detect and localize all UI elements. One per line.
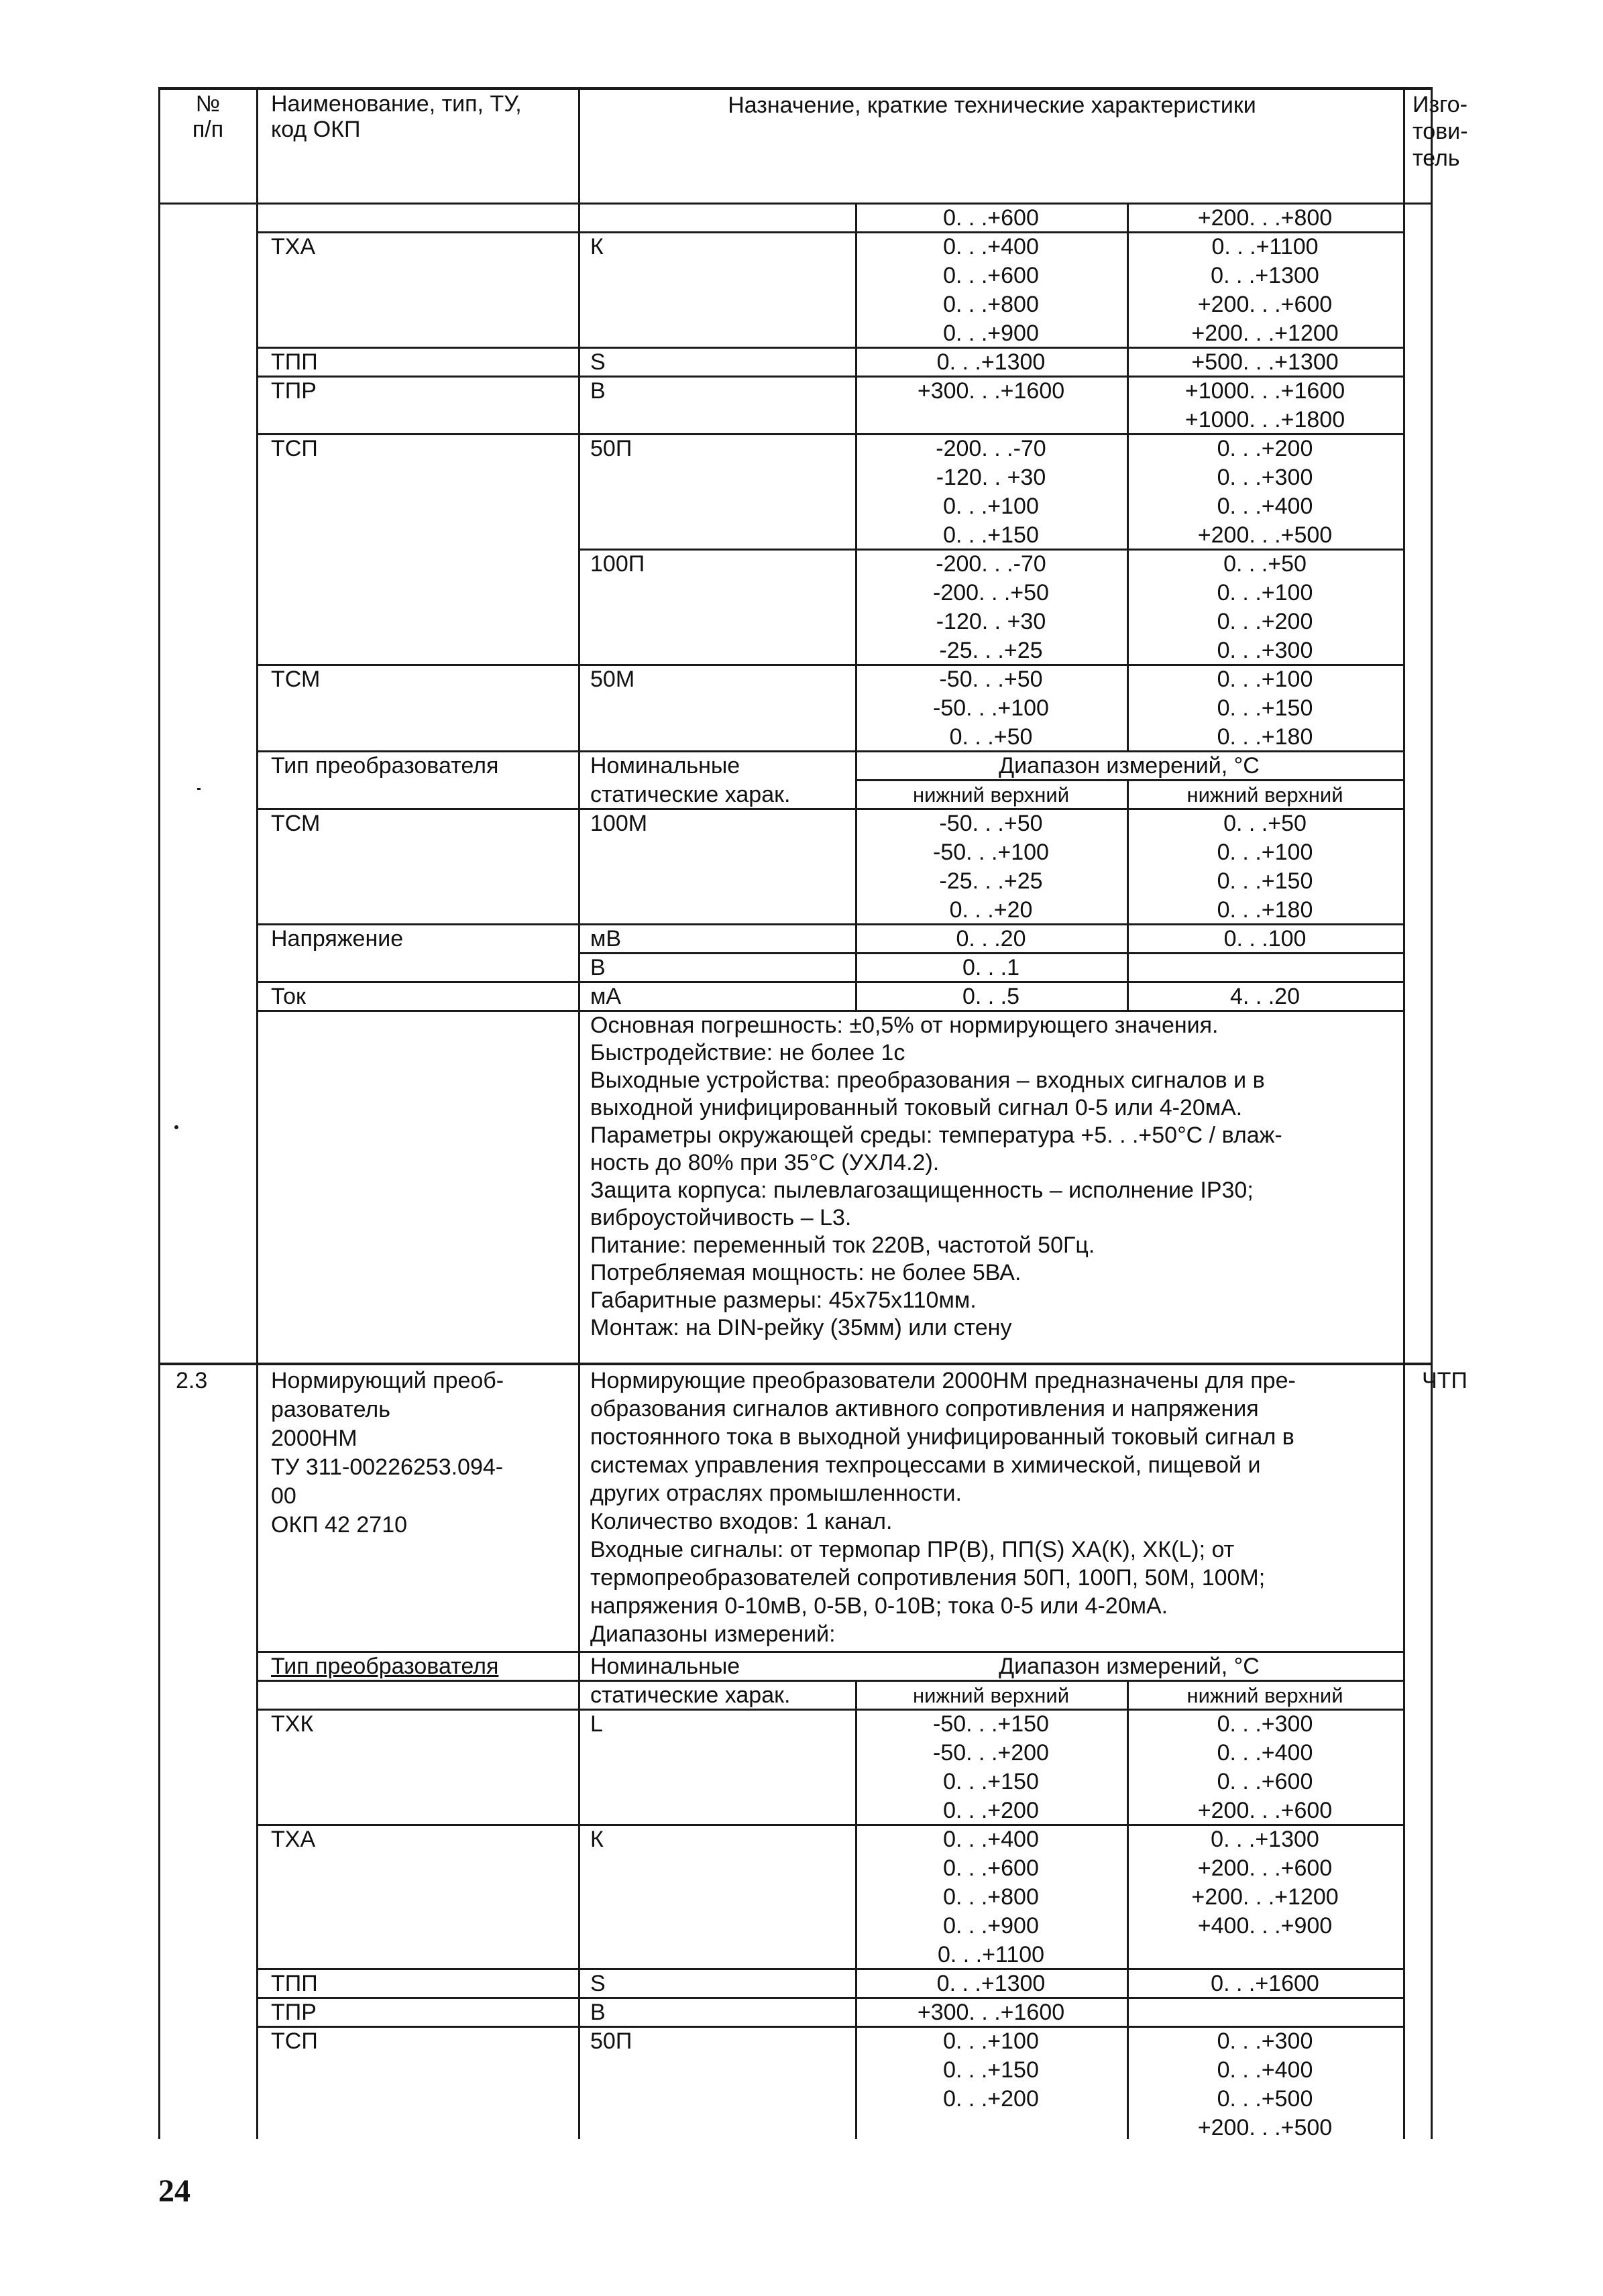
- cell-range-low: 0. . .+800: [943, 1884, 1039, 1910]
- spec-line: Защита корпуса: пылевлагозащищенность – исполнение IP30;: [590, 1178, 1254, 1203]
- cell-range-high: 0. . .+400: [1217, 1740, 1313, 1766]
- item-desc-line: Количество входов: 1 канал.: [590, 1509, 893, 1534]
- cell-range-low: 0. . .20: [956, 926, 1026, 952]
- cell-range-high: +200. . .+600: [1197, 1798, 1333, 1823]
- spec-line: Габаритные размеры: 45х75х110мм.: [590, 1287, 977, 1313]
- cell-range-high: 0. . .+300: [1217, 638, 1313, 663]
- item-desc-line: системах управления техпроцессами в химической, пищевой и: [590, 1452, 1261, 1478]
- cell-range-low: -50. . .+100: [933, 840, 1049, 865]
- spec-line: ность до 80% при 35°С (УХЛ4.2).: [590, 1150, 940, 1175]
- header-purpose: Назначение, краткие технические характеристики: [728, 93, 1256, 118]
- cell-range-low: 0. . .+1100: [937, 1942, 1045, 1967]
- row-border: [256, 1680, 1405, 1682]
- col-border: [855, 1681, 857, 1710]
- cell-range-low: 0. . .+800: [943, 292, 1039, 317]
- cell-range-low: 0. . .+100: [943, 2028, 1039, 2054]
- col-border-name: [578, 87, 580, 2139]
- cell-range-high: +200. . .+600: [1197, 1855, 1333, 1881]
- item-desc-line: термопреобразователей сопротивления 50П, 100П, 50М, 100М;: [590, 1565, 1266, 1591]
- cell-range-low: 0. . .+400: [943, 234, 1039, 260]
- cell-nsx: 50П: [590, 436, 632, 461]
- cell-range-low: 0. . .+600: [943, 1855, 1039, 1881]
- header-num: № п/п: [192, 91, 224, 142]
- cell-range-low: -50. . .+50: [939, 811, 1043, 836]
- item-name-line: ОКП 42 2710: [271, 1512, 408, 1538]
- cell-nsx: L: [590, 1711, 603, 1737]
- row-border: [256, 923, 1405, 925]
- item-desc-line: образования сигналов активного сопротивления и напряжения: [590, 1396, 1259, 1422]
- spec-line: Выходные устройства: преобразования – входных сигналов и в: [590, 1068, 1265, 1093]
- item-name-line: 2000НМ: [271, 1426, 357, 1451]
- cell-nsx: В: [590, 2000, 606, 2025]
- row-border: [256, 376, 1405, 378]
- item-name-line: Нормирующий преоб-: [271, 1368, 504, 1393]
- cell-type: ТПП: [271, 1971, 318, 1996]
- cell-type: ТПП: [271, 349, 318, 375]
- cell-range-high: +1000. . .+1600: [1184, 378, 1345, 404]
- cell-nsx: В: [590, 378, 606, 404]
- cell-range-low: 0. . .+200: [943, 1798, 1039, 1823]
- col-border-purpose: [1403, 87, 1405, 2139]
- spec-line: Питание: переменный ток 220В, частотой 50Гц.: [590, 1232, 1095, 1258]
- spec-line: Параметры окружающей среды: температура +5. . .+50°С / влаж-: [590, 1123, 1282, 1148]
- item-desc-line: Диапазоны измерений:: [590, 1621, 836, 1647]
- row-border: [578, 549, 1405, 551]
- cell-range-high: +200. . .+1200: [1191, 321, 1339, 346]
- subheader-type: Тип преобразователя: [271, 1654, 499, 1679]
- cell-range-low: 0. . .+600: [943, 263, 1039, 288]
- cell-range-high: +400. . .+900: [1197, 1913, 1333, 1939]
- cell-range-low: 0. . .+150: [943, 522, 1039, 548]
- cell-nsx: 100М: [590, 811, 648, 836]
- cell-nsx: S: [590, 349, 606, 375]
- cell-range-high: 0. . .+180: [1217, 897, 1313, 923]
- item-number: 2.3: [176, 1368, 208, 1393]
- cell-type: ТСМ: [271, 667, 321, 692]
- col-border: [855, 1710, 857, 2139]
- col-border-num: [256, 87, 258, 2139]
- item-desc-line: постоянного тока в выходной унифицированный токовый сигнал в: [590, 1424, 1294, 1450]
- cell-range-low: -200. . .-70: [936, 436, 1046, 461]
- row-border: [256, 347, 1405, 349]
- cell-range-low: 0. . .+1300: [936, 1971, 1046, 1996]
- scan-dot: [174, 1125, 178, 1129]
- cell-nsx: 50П: [590, 2028, 632, 2054]
- row-border: [578, 952, 1405, 954]
- col-border: [855, 809, 857, 1011]
- cell-range-low: 0. . .+600: [943, 205, 1039, 231]
- subheader-nsx: статические харак.: [590, 782, 791, 807]
- row-border: [256, 433, 1405, 435]
- cell-range-high: 0. . .+400: [1217, 2057, 1313, 2083]
- cell-range-high: 0. . .+100: [1217, 667, 1313, 692]
- row-border: [256, 1997, 1405, 1999]
- cell-range-low: -120. . +30: [936, 609, 1046, 634]
- subheader-range: Диапазон измерений, °С: [999, 753, 1260, 779]
- col-border: [1127, 1681, 1129, 1710]
- cell-type: Ток: [271, 984, 306, 1009]
- cell-type: ТХА: [271, 1827, 316, 1852]
- cell-range-low: 0. . .+50: [949, 724, 1033, 750]
- cell-range-high: 0. . .+150: [1217, 695, 1313, 721]
- item-maker: ЧТП: [1422, 1368, 1468, 1393]
- row-border: [256, 231, 1405, 233]
- cell-range-low: 0. . .+900: [943, 321, 1039, 346]
- cell-range-high: 0. . .+50: [1223, 811, 1307, 836]
- cell-range-high: 0. . .+600: [1217, 1769, 1313, 1794]
- scan-dot: [197, 788, 201, 790]
- subheader-nsx: Номинальные: [590, 1654, 740, 1679]
- cell-type: ТСМ: [271, 811, 321, 836]
- cell-nsx: К: [590, 1827, 604, 1852]
- col-border-right: [1431, 87, 1433, 2139]
- cell-range-low: 0. . .+20: [949, 897, 1033, 923]
- subheader-lowhigh: нижний верхний: [912, 1684, 1070, 1707]
- subheader-type: Тип преобразователя: [271, 753, 499, 779]
- cell-range-high: 0. . .+300: [1217, 465, 1313, 490]
- cell-nsx: S: [590, 1971, 606, 1996]
- subheader-nsx: статические харак.: [590, 1682, 791, 1708]
- row-border: [256, 664, 1405, 666]
- cell-range-high: 0. . .+1600: [1211, 1971, 1319, 1996]
- header-name: Наименование, тип, ТУ, код ОКП: [271, 91, 522, 142]
- cell-range-low: 0. . .+100: [943, 494, 1039, 519]
- cell-range-low: -50. . .+100: [933, 695, 1049, 721]
- row-border: [256, 1968, 1405, 1970]
- cell-range-low: -50. . .+200: [933, 1740, 1049, 1766]
- spec-line: выходной унифицированный токовый сигнал 0-5 или 4-20мА.: [590, 1095, 1243, 1121]
- cell-range-low: 0. . .+200: [943, 2086, 1039, 2112]
- col-border: [1127, 781, 1129, 809]
- cell-range-low: 0. . .+900: [943, 1913, 1039, 1939]
- cell-range-high: +200. . .+1200: [1191, 1884, 1339, 1910]
- item-desc-line: Нормирующие преобразователи 2000НМ предназначены для пре-: [590, 1368, 1296, 1393]
- cell-type: ТХК: [271, 1711, 314, 1737]
- spec-line: Быстродействие: не более 1с: [590, 1040, 905, 1066]
- cell-range-high: 0. . .+180: [1217, 724, 1313, 750]
- cell-range-low: -50. . .+50: [939, 667, 1043, 692]
- cell-range-high: 0. . .+50: [1223, 551, 1307, 577]
- subheader-lowhigh: нижний верхний: [1186, 783, 1343, 807]
- spec-line: виброустойчивость – L3.: [590, 1205, 852, 1230]
- cell-range-high: +200. . .+800: [1197, 205, 1333, 231]
- cell-range-high: 0. . .+200: [1217, 436, 1313, 461]
- cell-type: Напряжение: [271, 926, 404, 952]
- cell-range-high: 0. . .+1100: [1211, 234, 1319, 260]
- cell-nsx: 50М: [590, 667, 635, 692]
- item-name-line: разователь: [271, 1397, 390, 1422]
- cell-range-high: 0. . .+400: [1217, 494, 1313, 519]
- subheader-nsx: Номинальные: [590, 753, 740, 779]
- cell-range-high: 0. . .+300: [1217, 1711, 1313, 1737]
- item-desc-line: других отраслях промышленности.: [590, 1481, 962, 1506]
- cell-range-high: 0. . .+100: [1217, 840, 1313, 865]
- section-divider: [158, 1363, 1433, 1365]
- cell-range-high: 0. . .+500: [1217, 2086, 1313, 2112]
- cell-range-high: 0. . .+300: [1217, 2028, 1313, 2054]
- col-border: [1127, 1710, 1129, 2139]
- cell-type: ТСП: [271, 2028, 318, 2054]
- cell-range-low: -200. . .+50: [933, 580, 1049, 606]
- cell-range-low: 0. . .1: [962, 955, 1020, 980]
- table-top-border: [158, 87, 1433, 90]
- cell-nsx: мВ: [590, 926, 622, 952]
- cell-range-low: 0. . .+400: [943, 1827, 1039, 1852]
- cell-nsx: мА: [590, 984, 622, 1009]
- subheader-range: Диапазон измерений, °С: [999, 1654, 1260, 1679]
- page-number: 24: [158, 2173, 190, 2209]
- cell-range-low: -25. . .+25: [939, 638, 1043, 663]
- cell-range-low: 0. . .+150: [943, 1769, 1039, 1794]
- cell-range-high: 0. . .+1300: [1211, 263, 1319, 288]
- cell-range-high: +1000. . .+1800: [1184, 407, 1345, 433]
- cell-range-low: -120. . +30: [936, 465, 1046, 490]
- cell-range-high: 0. . .+150: [1217, 868, 1313, 894]
- cell-type: ТСП: [271, 436, 318, 461]
- row-border: [256, 981, 1405, 983]
- cell-type: ТПР: [271, 378, 317, 404]
- row-border: [855, 779, 1405, 781]
- cell-range-high: 0. . .100: [1223, 926, 1307, 952]
- cell-range-high: +500. . .+1300: [1191, 349, 1339, 375]
- col-border: [1127, 204, 1129, 752]
- cell-range-low: -50. . .+150: [933, 1711, 1049, 1737]
- header-maker: Изго- тови- тель: [1413, 92, 1468, 171]
- item-desc-line: напряжения 0-10мВ, 0-5В, 0-10В; тока 0-5 или 4-20мА.: [590, 1593, 1168, 1619]
- spec-line: Основная погрешность: ±0,5% от нормирующего значения.: [590, 1013, 1219, 1038]
- cell-range-high: +200. . .+600: [1197, 292, 1333, 317]
- cell-type: ТХА: [271, 234, 316, 260]
- cell-nsx: 100П: [590, 551, 645, 577]
- item-name-line: ТУ 311-00226253.094-: [271, 1454, 504, 1480]
- row-border: [256, 1824, 1405, 1826]
- cell-range-low: -25. . .+25: [939, 868, 1043, 894]
- col-border-left: [158, 87, 160, 2139]
- cell-range-high: 0. . .+100: [1217, 580, 1313, 606]
- cell-range-high: 0. . .+1300: [1211, 1827, 1319, 1852]
- cell-range-low: +300. . .+1600: [917, 378, 1065, 404]
- col-border: [855, 204, 857, 752]
- cell-nsx: В: [590, 955, 606, 980]
- cell-nsx: К: [590, 234, 604, 260]
- cell-range-low: 0. . .5: [962, 984, 1020, 1009]
- row-border: [256, 2026, 1405, 2028]
- cell-range-high: +200. . .+500: [1197, 2115, 1333, 2140]
- cell-range-high: 4. . .20: [1230, 984, 1300, 1009]
- spec-line: Потребляемая мощность: не более 5ВА.: [590, 1260, 1021, 1285]
- col-border: [1127, 809, 1129, 1011]
- item-name-line: 00: [271, 1483, 296, 1509]
- cell-range-high: +200. . .+500: [1197, 522, 1333, 548]
- cell-range-low: 0. . .+1300: [936, 349, 1046, 375]
- subheader-lowhigh: нижний верхний: [912, 783, 1070, 807]
- cell-range-low: +300. . .+1600: [917, 2000, 1065, 2025]
- cell-range-high: 0. . .+200: [1217, 609, 1313, 634]
- cell-type: ТПР: [271, 2000, 317, 2025]
- cell-range-low: 0. . .+150: [943, 2057, 1039, 2083]
- col-border: [855, 752, 857, 809]
- item-desc-line: Входные сигналы: от термопар ПР(В), ПП(S) ХА(К), ХК(L); от: [590, 1537, 1235, 1562]
- subheader-lowhigh: нижний верхний: [1186, 1684, 1343, 1707]
- cell-range-low: -200. . .-70: [936, 551, 1046, 577]
- spec-line: Монтаж: на DIN-рейку (35мм) или стену: [590, 1315, 1012, 1340]
